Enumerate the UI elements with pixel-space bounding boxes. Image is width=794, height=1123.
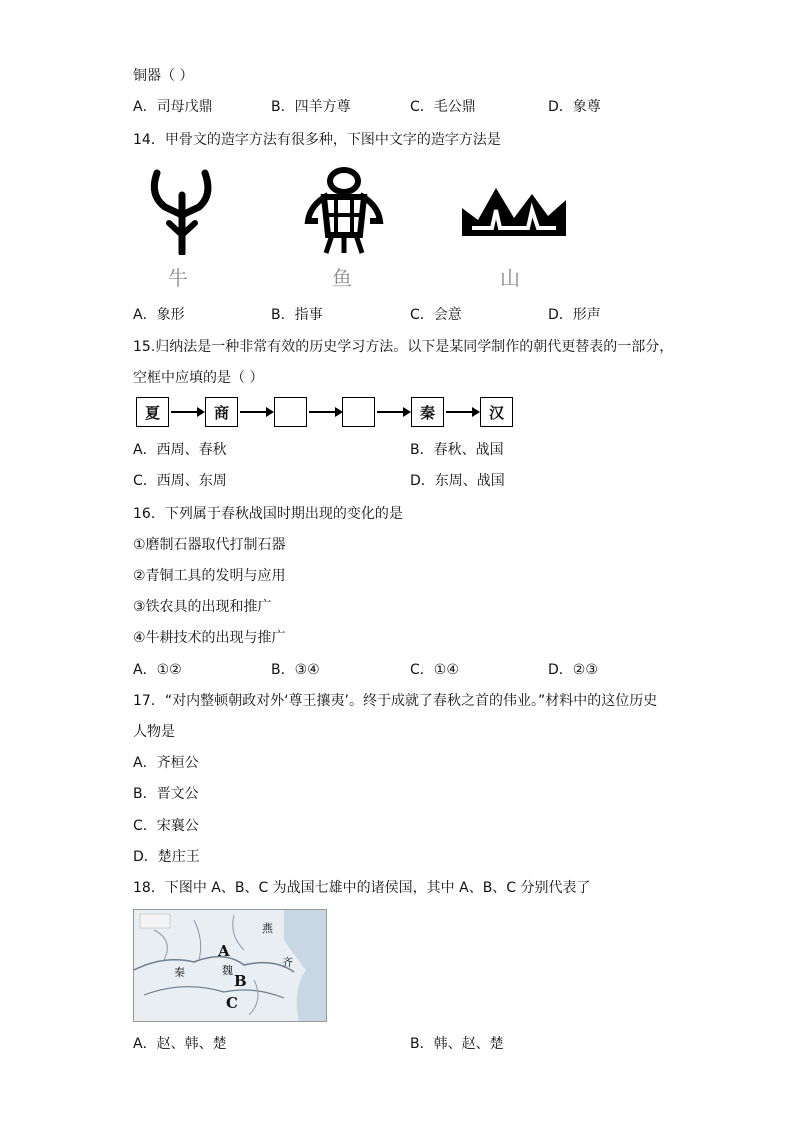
q14-caption-ox: 牛 (168, 266, 188, 290)
q18-stem: 18．下图中 A、B、C 为战国七雄中的诸侯国，其中 A、B、C 分别代表了 (133, 880, 591, 896)
q16-option-a[interactable]: A．①② (133, 662, 182, 678)
map-label-qin: 秦 (174, 966, 185, 979)
q17-stem-line1: 17．“对内整顿朝政对外‘尊王攘夷’。终于成就了春秋之首的伟业。”材料中的这位历史 (133, 693, 658, 709)
q15-option-c[interactable]: C．西周、东周 (133, 473, 227, 489)
arrow-right-icon (377, 411, 409, 413)
q15-stem-line1: 15.归纳法是一种非常有效的历史学习方法。以下是某同学制作的朝代更替表的一部分， (133, 339, 674, 355)
q17-option-a[interactable]: A．齐桓公 (133, 755, 199, 771)
q14-option-d[interactable]: D．形声 (548, 307, 601, 323)
q13-option-c[interactable]: C．毛公鼎 (410, 99, 476, 115)
q14-stem: 14．甲骨文的造字方法有很多种，下图中文字的造字方法是 (133, 132, 501, 148)
q15-option-a[interactable]: A．西周、春秋 (133, 442, 227, 458)
dynasty-flow-chart (136, 397, 516, 429)
oracle-mountain-glyph-icon (458, 180, 570, 240)
q14-caption-mountain: 山 (500, 266, 520, 290)
q16-option-c[interactable]: C．①④ (410, 662, 459, 678)
flow-box-blank-2[interactable] (342, 397, 375, 427)
q13-option-d[interactable]: D．象尊 (548, 99, 601, 115)
warring-states-map (133, 909, 327, 1022)
q13-option-a[interactable]: A．司母戊鼎 (133, 99, 213, 115)
q17-option-c[interactable]: C．宋襄公 (133, 818, 199, 834)
arrow-right-icon (171, 411, 203, 413)
arrow-right-icon (446, 411, 478, 413)
flow-box-shang: 商 (205, 397, 238, 427)
q18-option-a[interactable]: A．赵、韩、楚 (133, 1036, 227, 1052)
q13-stem-tail: 铜器（ ） (133, 68, 194, 84)
q14-caption-fish: 鱼 (332, 266, 352, 290)
q16-item-4: ④牛耕技术的出现与推广 (133, 630, 286, 646)
q17-stem-line2: 人物是 (133, 724, 175, 740)
map-label-c: C (226, 994, 238, 1012)
q16-item-3: ③铁农具的出现和推广 (133, 599, 272, 615)
arrow-right-icon (309, 411, 341, 413)
oracle-ox-glyph-icon (147, 165, 217, 255)
q13-option-b[interactable]: B．四羊方尊 (271, 99, 351, 115)
q15-stem-line2: 空框中应填的是（ ） (133, 370, 264, 386)
arrow-right-icon (240, 411, 272, 413)
q14-option-a[interactable]: A．象形 (133, 307, 185, 323)
q16-item-2: ②青铜工具的发明与应用 (133, 568, 286, 584)
q16-item-1: ①磨制石器取代打制石器 (133, 537, 286, 553)
q15-option-d[interactable]: D．东周、战国 (410, 473, 505, 489)
q14-option-c[interactable]: C．会意 (410, 307, 462, 323)
q14-option-b[interactable]: B．指事 (271, 307, 323, 323)
q17-option-b[interactable]: B．晋文公 (133, 786, 199, 802)
map-label-b: B (234, 972, 247, 990)
q18-option-b[interactable]: B．韩、赵、楚 (410, 1036, 504, 1052)
q15-option-b[interactable]: B．春秋、战国 (410, 442, 504, 458)
q16-option-b[interactable]: B．③④ (271, 662, 320, 678)
flow-box-xia: 夏 (136, 397, 169, 427)
q16-option-d[interactable]: D．②③ (548, 662, 598, 678)
flow-box-qin: 秦 (411, 397, 444, 427)
map-label-qi: 齐 (282, 956, 293, 969)
q16-stem: 16．下列属于春秋战国时期出现的变化的是 (133, 506, 403, 522)
oracle-fish-glyph-icon (300, 165, 388, 257)
map-label-wei: 魏 (222, 964, 233, 977)
flow-box-han: 汉 (480, 397, 513, 427)
map-label-a: A (218, 942, 230, 960)
flow-box-blank-1[interactable] (274, 397, 307, 427)
map-label-yan: 燕 (262, 922, 273, 935)
q17-option-d[interactable]: D．楚庄王 (133, 849, 200, 865)
